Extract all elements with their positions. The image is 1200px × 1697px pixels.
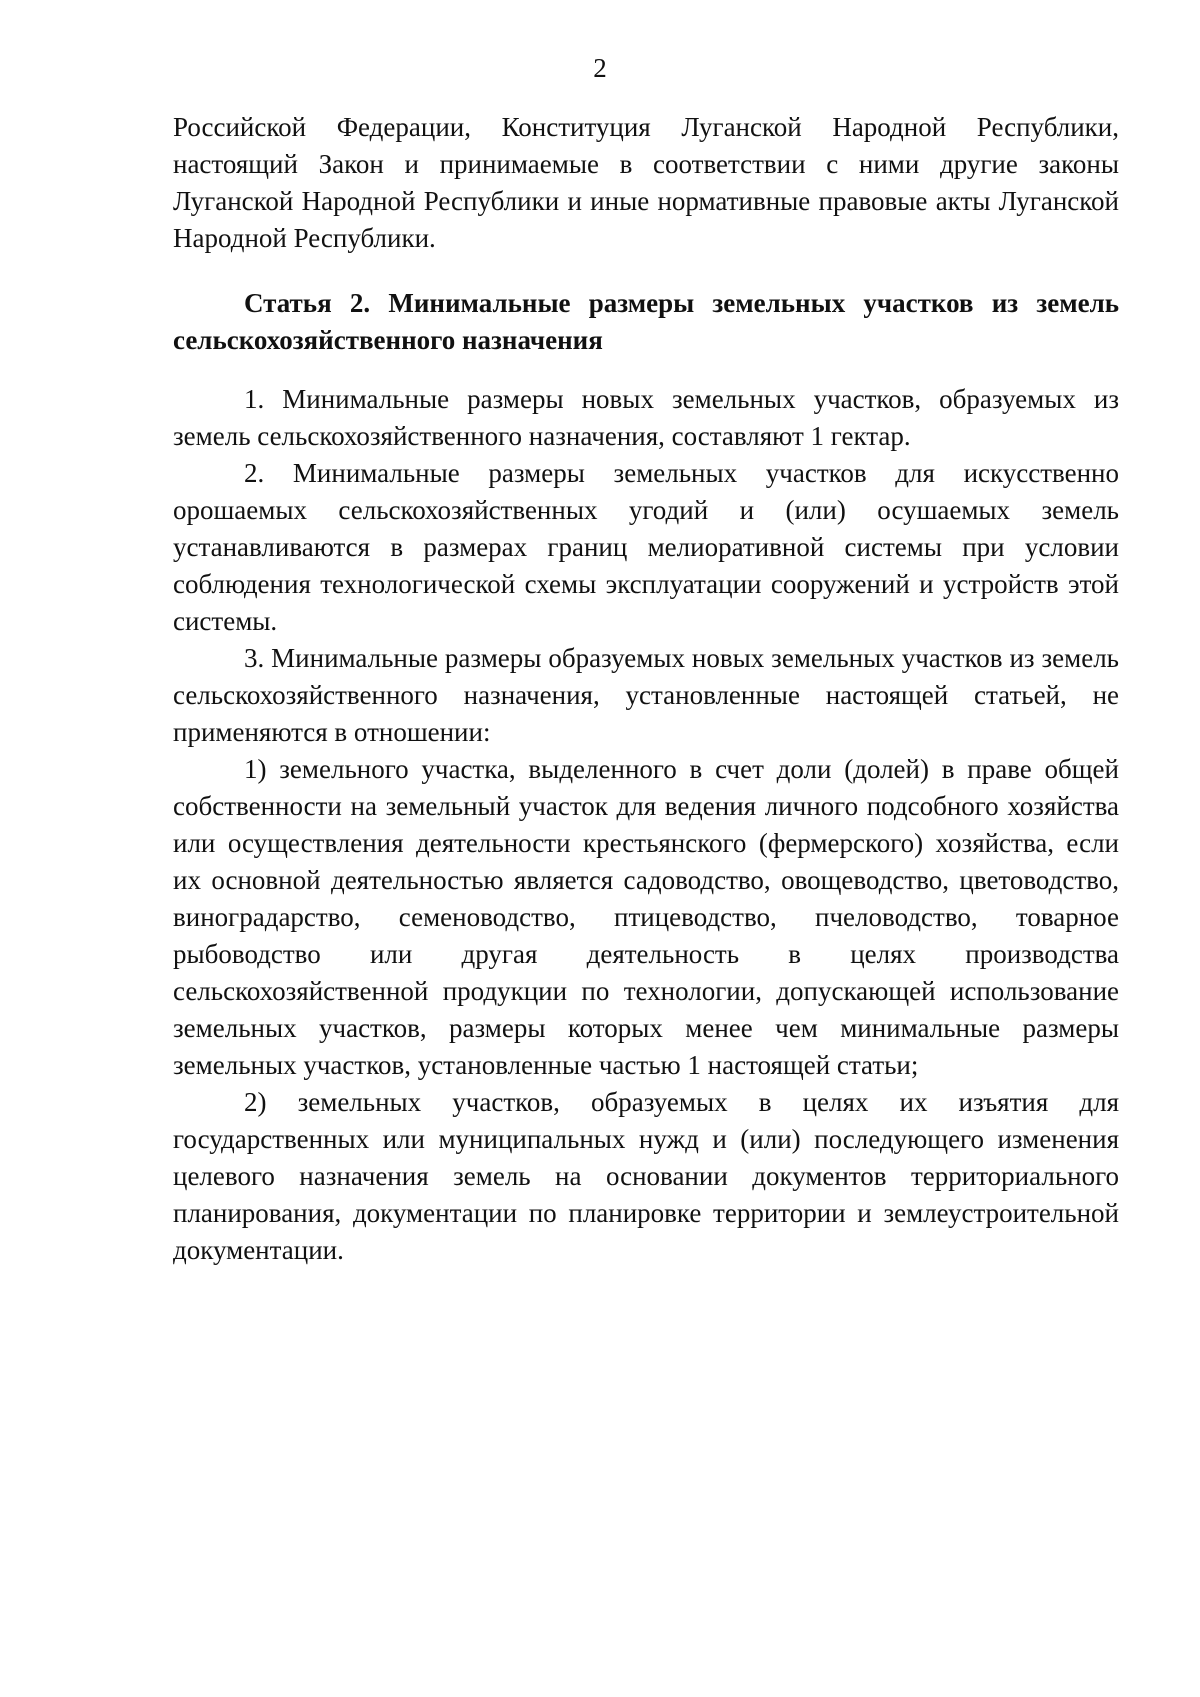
intro-paragraph: Российской Федерации, Конституция Луганской Народной Республики, настоящий Закон и принимаемые в соответствии с ними другие законы Луганской Народной Республики и иные нормативные правовые акты Луганской Народной Республики.: [173, 112, 1119, 253]
article-heading: Статья 2. Минимальные размеры земельных участков из земель сельскохозяйственного назначения: [173, 288, 1119, 355]
article-subitem-1: 1) земельного участка, выделенного в счет доли (долей) в праве общей собственности на земельный участок для ведения личного подсобного хозяйства или осуществления деятельности крестьянского (фермерского) хозяйства, если их основной деятельностью является садоводство, овощеводство, цветоводство, виноградарство, семеноводство, птицеводство, пчеловодство, товарное рыбоводство или другая деятельность в целях производства сельскохозяйственной продукции по технологии, допускающей использование земельных участков, размеры которых менее чем минимальные размеры земельных участков, установленные частью 1 настоящей статьи;: [173, 754, 1119, 1080]
article-paragraph-2: 2. Минимальные размеры земельных участков для искусственно орошаемых сельскохозяйственных угодий и (или) осушаемых земель устанавливаются в размерах границ мелиоративной системы при условии соблюдения технологической схемы эксплуатации сооружений и устройств этой системы.: [173, 458, 1119, 636]
article-paragraph-1: 1. Минимальные размеры новых земельных участков, образуемых из земель сельскохозяйственного назначения, составляют 1 гектар.: [173, 384, 1119, 451]
page-number: 2: [593, 53, 607, 83]
article-paragraph-3: 3. Минимальные размеры образуемых новых земельных участков из земель сельскохозяйственного назначения, установленные настоящей статьей, не применяются в отношении:: [173, 643, 1119, 747]
article-subitem-2: 2) земельных участков, образуемых в целях их изъятия для государственных или муниципальных нужд и (или) последующего изменения целевого назначения земель на основании документов территориального планирования, документации по планировке территории и землеустроительной документации.: [173, 1087, 1119, 1265]
document-body: [173, 109, 1119, 1269]
